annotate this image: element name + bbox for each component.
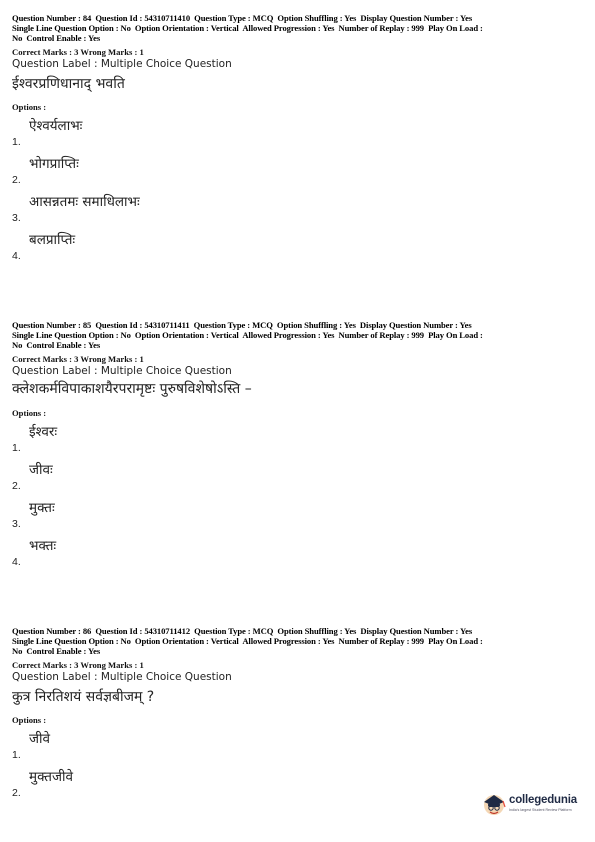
- options-heading: Options :: [12, 102, 47, 112]
- option-text: आसन्नतमः समाधिलाभः: [29, 194, 140, 210]
- logo-tagline: India's largest Student Review Platform: [509, 808, 572, 812]
- options-heading: Options :: [12, 408, 47, 418]
- option-number: 2.: [12, 787, 21, 799]
- question-marks: Correct Marks : 3 Wrong Marks : 1: [12, 47, 144, 57]
- question-stem: क्लेशकर्मविपाकाशयैरपरामृष्टः पुरुषविशेषोऽस्ति –: [12, 381, 252, 397]
- option-text: मुक्तः: [29, 500, 55, 516]
- option-item[interactable]: [12, 150, 587, 188]
- option-text: जीवः: [29, 462, 53, 478]
- option-number: 1.: [12, 749, 21, 761]
- question-stem: कुत्र निरतिशयं सर्वज्ञबीजम् ?: [12, 689, 155, 705]
- question-meta: Question Number : 84 Question Id : 54310711410 Question Type : MCQ Option Shuffling : Yes Display Question Number : Yes Single Line Question Option : No Option Orientation : Vertical Allowed Progression : Yes Number of Replay : 999 Play On Load : No Control Enable : Yes: [12, 13, 483, 43]
- option-text: भक्तः: [29, 538, 57, 554]
- question-marks: Correct Marks : 3 Wrong Marks : 1: [12, 660, 144, 670]
- question-stem: ईश्वरप्रणिधानाद् भवति: [12, 76, 125, 92]
- question-block-85: [12, 320, 587, 570]
- option-text: जीवे: [29, 731, 51, 747]
- question-marks: Correct Marks : 3 Wrong Marks : 1: [12, 354, 144, 364]
- option-number: 3.: [12, 212, 21, 224]
- option-item[interactable]: [12, 112, 587, 150]
- question-block-86: [12, 626, 587, 801]
- option-item[interactable]: [12, 725, 587, 763]
- option-number: 4.: [12, 556, 21, 568]
- option-number: 2.: [12, 480, 21, 492]
- collegedunia-mascot-icon: [481, 791, 507, 817]
- option-item[interactable]: [12, 532, 587, 570]
- logo-wordmark: collegedunia: [509, 794, 577, 806]
- option-text: बलप्राप्तिः: [29, 232, 76, 248]
- option-item[interactable]: [12, 494, 587, 532]
- option-number: 2.: [12, 174, 21, 186]
- option-item[interactable]: [12, 418, 587, 456]
- option-item[interactable]: [12, 188, 587, 226]
- question-label: Question Label : Multiple Choice Question: [12, 671, 232, 683]
- question-label: Question Label : Multiple Choice Question: [12, 58, 232, 70]
- option-number: 3.: [12, 518, 21, 530]
- option-number: 1.: [12, 136, 21, 148]
- option-number: 1.: [12, 442, 21, 454]
- option-item[interactable]: [12, 456, 587, 494]
- option-number: 4.: [12, 250, 21, 262]
- option-text: ईश्वरः: [29, 424, 58, 440]
- question-meta: Question Number : 85 Question Id : 54310711411 Question Type : MCQ Option Shuffling : Yes Display Question Number : Yes Single Line Question Option : No Option Orientation : Vertical Allowed Progression : Yes Number of Replay : 999 Play On Load : No Control Enable : Yes: [12, 320, 483, 350]
- option-text: ऐश्वर्यलाभः: [29, 118, 83, 134]
- option-text: मुक्तजीवे: [29, 769, 74, 785]
- question-block-84: [12, 13, 587, 264]
- option-text: भोगप्राप्तिः: [29, 156, 79, 172]
- options-heading: Options :: [12, 715, 47, 725]
- question-label: Question Label : Multiple Choice Question: [12, 365, 232, 377]
- collegedunia-logo: [481, 791, 585, 817]
- question-meta: Question Number : 86 Question Id : 54310711412 Question Type : MCQ Option Shuffling : Yes Display Question Number : Yes Single Line Question Option : No Option Orientation : Vertical Allowed Progression : Yes Number of Replay : 999 Play On Load : No Control Enable : Yes: [12, 626, 483, 656]
- option-item[interactable]: [12, 226, 587, 264]
